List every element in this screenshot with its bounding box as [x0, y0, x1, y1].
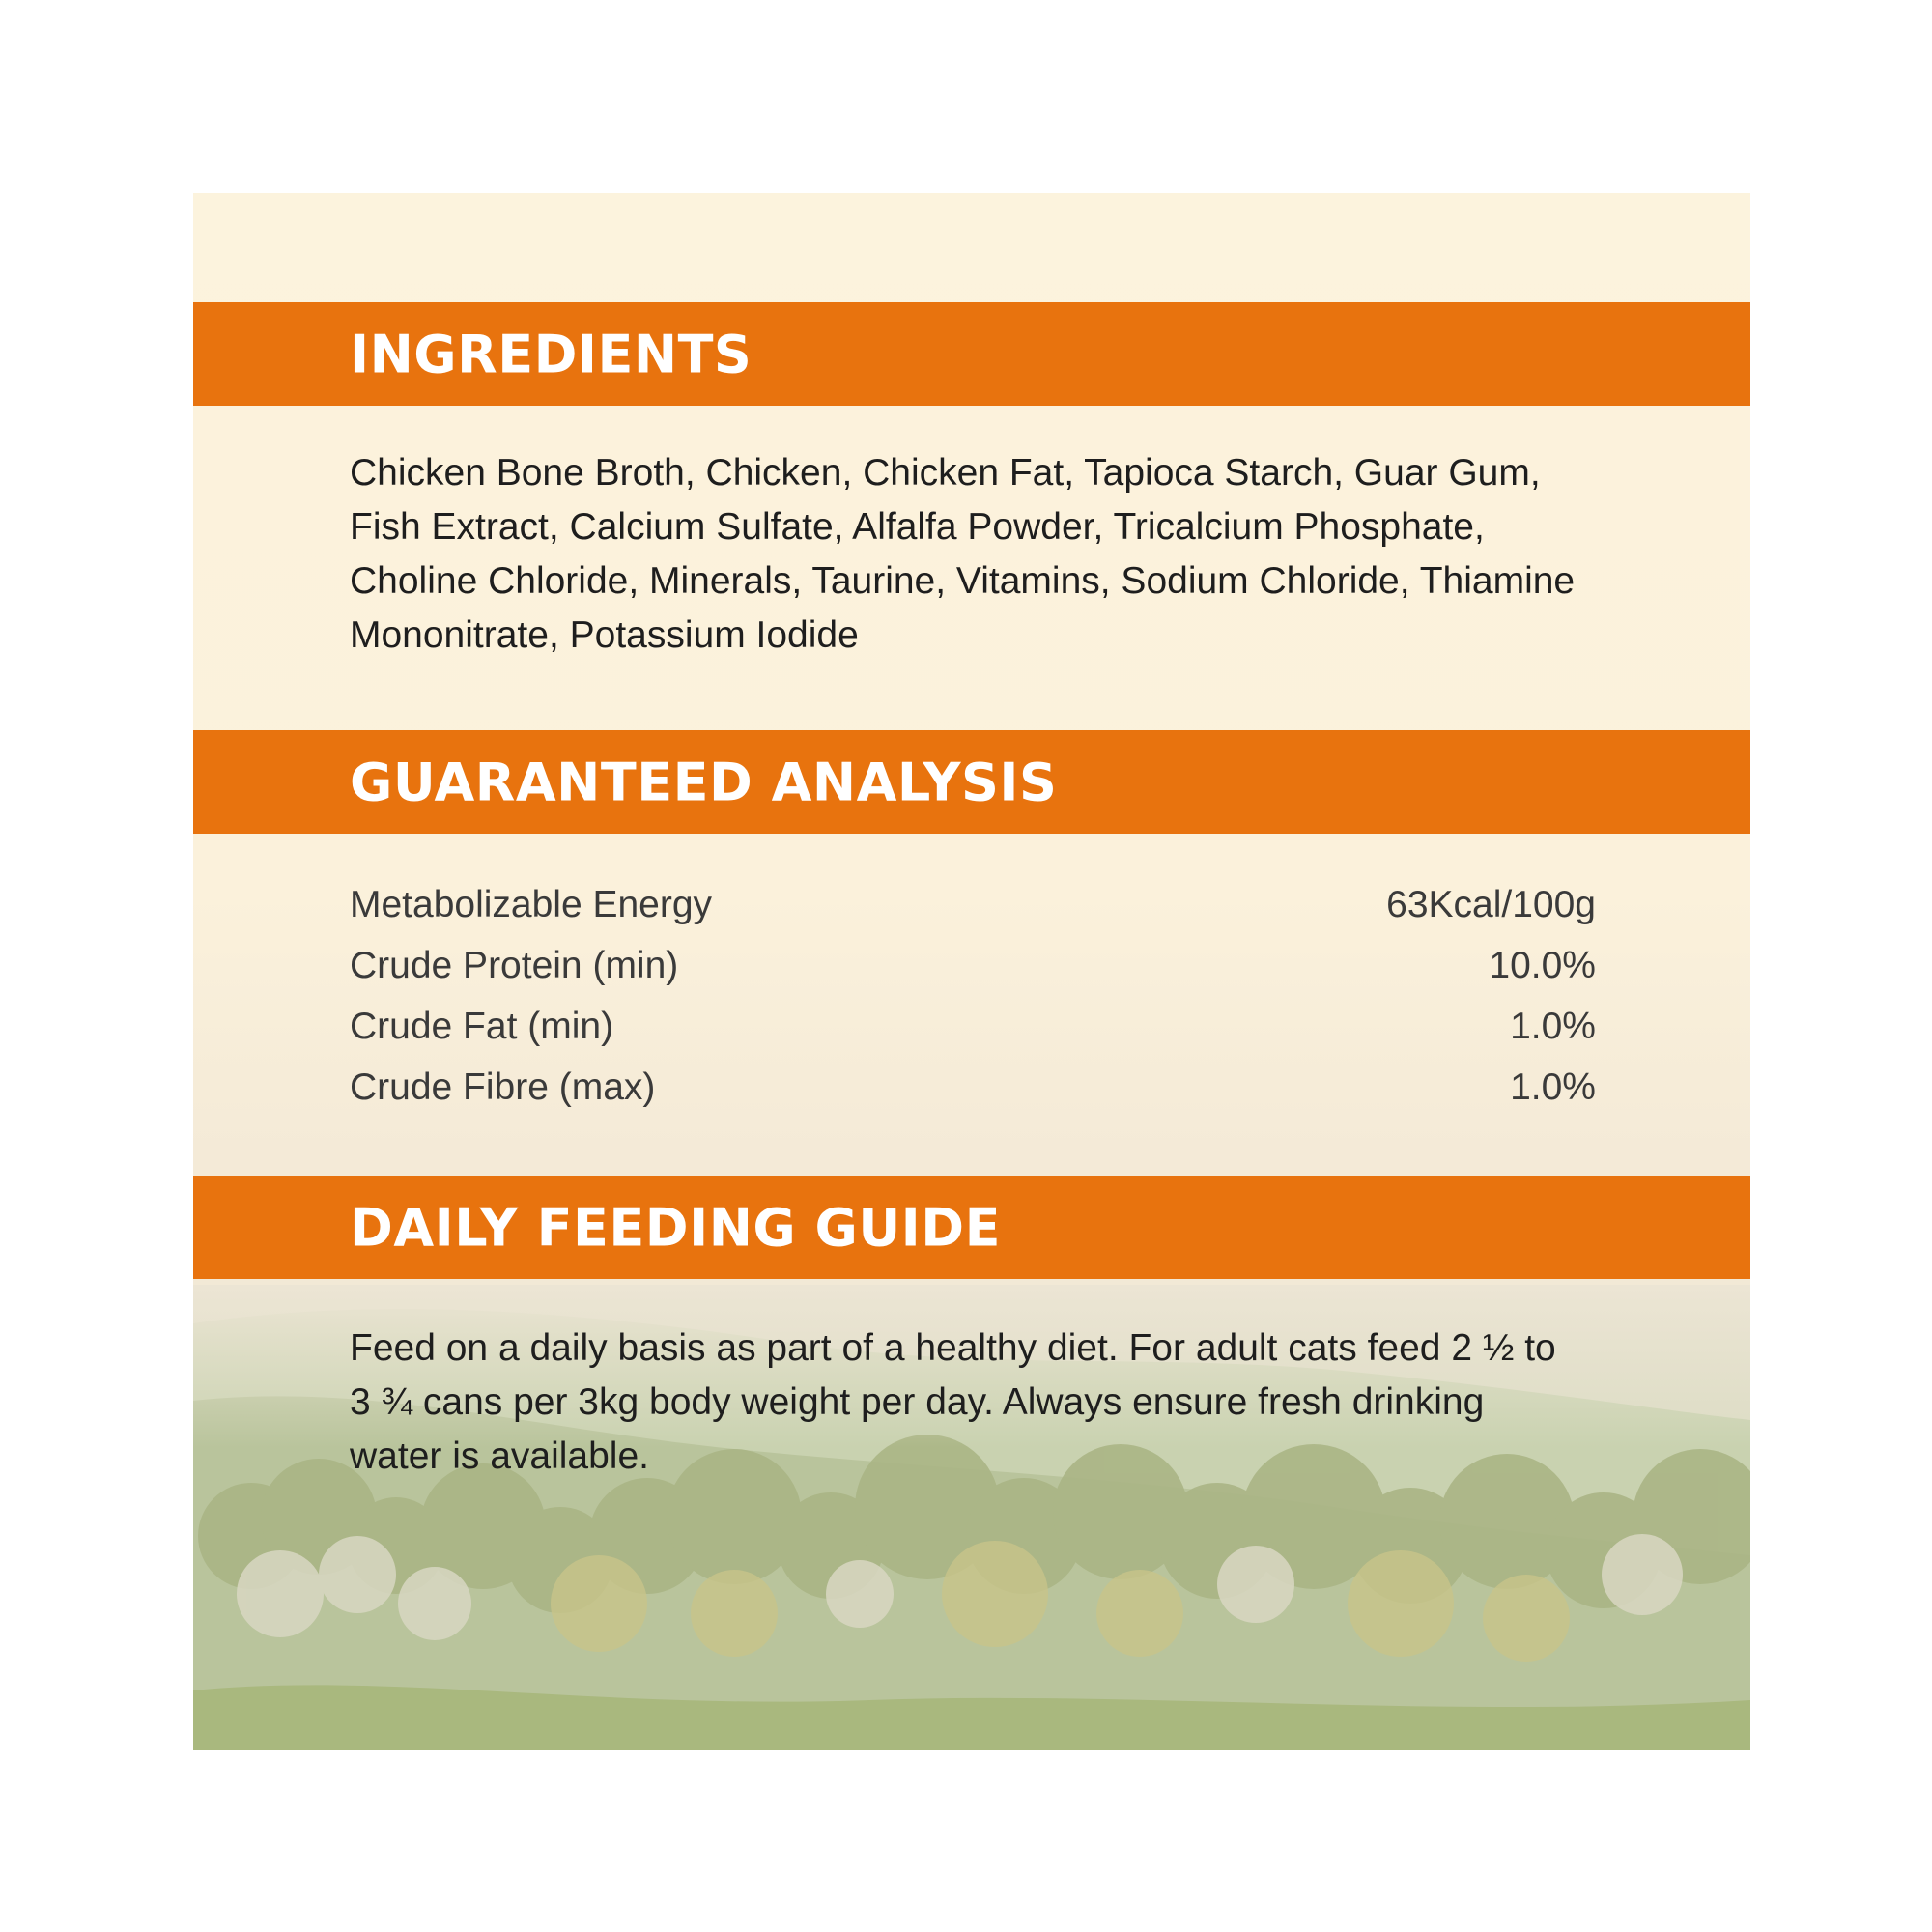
ingredients-title: INGREDIENTS — [350, 324, 753, 384]
analysis-value: 1.0% — [1510, 1005, 1596, 1047]
feeding-text: Feed on a daily basis as part of a healthy diet. For adult cats feed 2 ½ to 3 ¾ cans per 3kg body weight per day. Always ensure fresh drinking water is available. — [350, 1327, 1556, 1477]
ingredients-header — [193, 302, 1750, 406]
analysis-row — [350, 935, 1596, 996]
analysis-value: 1.0% — [1510, 1065, 1596, 1108]
analysis-table — [350, 874, 1596, 1118]
ingredients-text: Chicken Bone Broth, Chicken, Chicken Fat, Tapioca Starch, Guar Gum, Fish Extract, Calcium Sulfate, Alfalfa Powder, Tricalcium Phosphate, Choline Chloride, Minerals, Taurine, Vitamins, Sodium Chloride, Thiamine Mononitrate, Potassium Iodide — [350, 452, 1576, 656]
analysis-label: Crude Fibre (max) — [350, 1065, 656, 1108]
analysis-row — [350, 996, 1596, 1057]
analysis-value: 10.0% — [1489, 944, 1596, 986]
analysis-label: Crude Fat (min) — [350, 1005, 614, 1047]
analysis-label: Metabolizable Energy — [350, 883, 713, 925]
analysis-row — [350, 874, 1596, 935]
analysis-value: 63Kcal/100g — [1386, 883, 1596, 925]
analysis-header — [193, 730, 1750, 834]
analysis-label: Crude Protein (min) — [350, 944, 679, 986]
analysis-title: GUARANTEED ANALYSIS — [350, 752, 1058, 812]
feeding-header — [193, 1176, 1750, 1279]
analysis-row — [350, 1057, 1596, 1118]
feeding-title: DAILY FEEDING GUIDE — [350, 1197, 1001, 1258]
product-info-card — [193, 193, 1750, 1750]
